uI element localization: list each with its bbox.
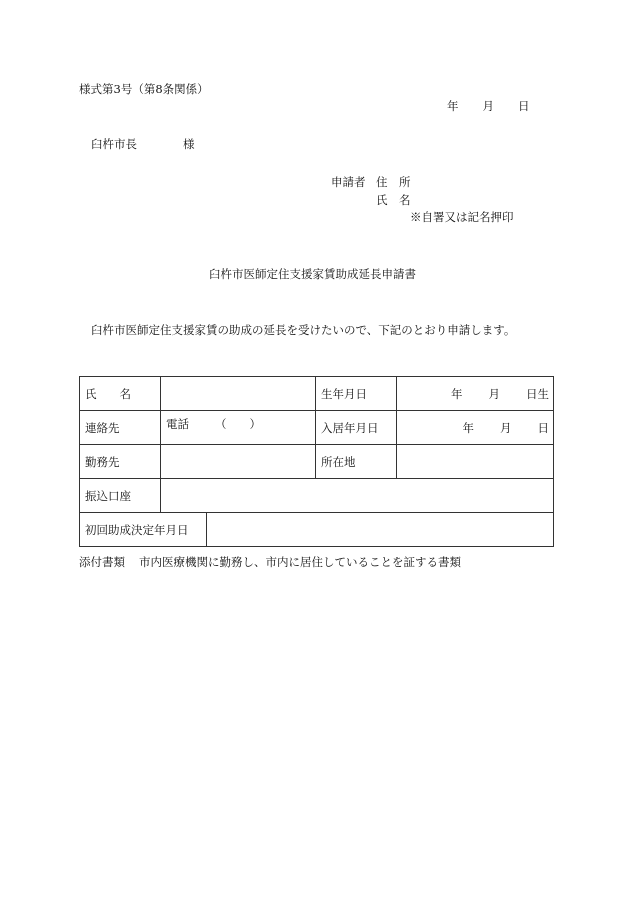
- signature-note: ※自署又は記名押印: [410, 210, 514, 224]
- birth-year-unit: 年: [451, 386, 463, 401]
- table-row-workplace: [80, 445, 554, 479]
- application-table: [79, 376, 554, 547]
- body-text: 臼杵市医師定住支援家賃の助成の延長を受けたいので、下記のとおり申請します。: [91, 323, 516, 337]
- applicant-address-label: 住 所: [376, 175, 411, 189]
- attachment-label: 添付書類: [79, 555, 125, 569]
- addressee: [91, 139, 195, 151]
- table-row-bank: [80, 479, 554, 513]
- name-field[interactable]: [161, 377, 316, 411]
- phone-field[interactable]: [161, 411, 316, 445]
- birth-label: 生年月日: [316, 377, 397, 411]
- name-label: 氏 名: [80, 377, 161, 411]
- move-in-month-unit: 月: [500, 420, 512, 435]
- applicant-label: 申請者: [331, 175, 366, 189]
- phone-label: 電話: [166, 417, 189, 431]
- move-in-date-field[interactable]: [397, 411, 554, 445]
- addressee-honorific: 様: [183, 137, 195, 151]
- bank-label: 振込口座: [80, 479, 161, 513]
- birth-day-unit: 日生: [526, 386, 549, 401]
- addressee-mayor: 臼杵市長: [91, 137, 137, 151]
- phone-text: [166, 416, 261, 432]
- document-title: 臼杵市医師定住支援家賃助成延長申請書: [209, 267, 416, 281]
- birth-month-unit: 月: [488, 386, 500, 401]
- phone-parens: （ ）: [215, 417, 261, 431]
- date-month-unit: 月: [482, 99, 494, 113]
- move-in-day-unit: 日: [537, 420, 549, 435]
- bank-field[interactable]: [161, 479, 554, 513]
- attachment-text: 市内医療機関に勤務し、市内に居住していることを証する書類: [139, 555, 461, 569]
- workplace-label: 勤務先: [80, 445, 161, 479]
- contact-label: 連絡先: [80, 411, 161, 445]
- first-grant-field[interactable]: [207, 513, 554, 547]
- applicant-name-label: 氏 名: [376, 193, 411, 207]
- table-row-contact: [80, 411, 554, 445]
- birth-date-field[interactable]: [397, 377, 554, 411]
- location-field[interactable]: [397, 445, 554, 479]
- attachment-line: [79, 557, 461, 569]
- date-day-unit: 日: [518, 99, 530, 113]
- move-in-label: 入居年月日: [316, 411, 397, 445]
- workplace-field[interactable]: [161, 445, 316, 479]
- move-in-year-unit: 年: [462, 420, 474, 435]
- first-grant-label: 初回助成決定年月日: [80, 513, 207, 547]
- location-label: 所在地: [316, 445, 397, 479]
- table-row-first-grant: [80, 513, 554, 547]
- table-row-name: [80, 377, 554, 411]
- date-year-unit: 年: [447, 99, 459, 113]
- form-number: 様式第3号（第8条関係）: [79, 82, 209, 96]
- date-line: [447, 101, 530, 113]
